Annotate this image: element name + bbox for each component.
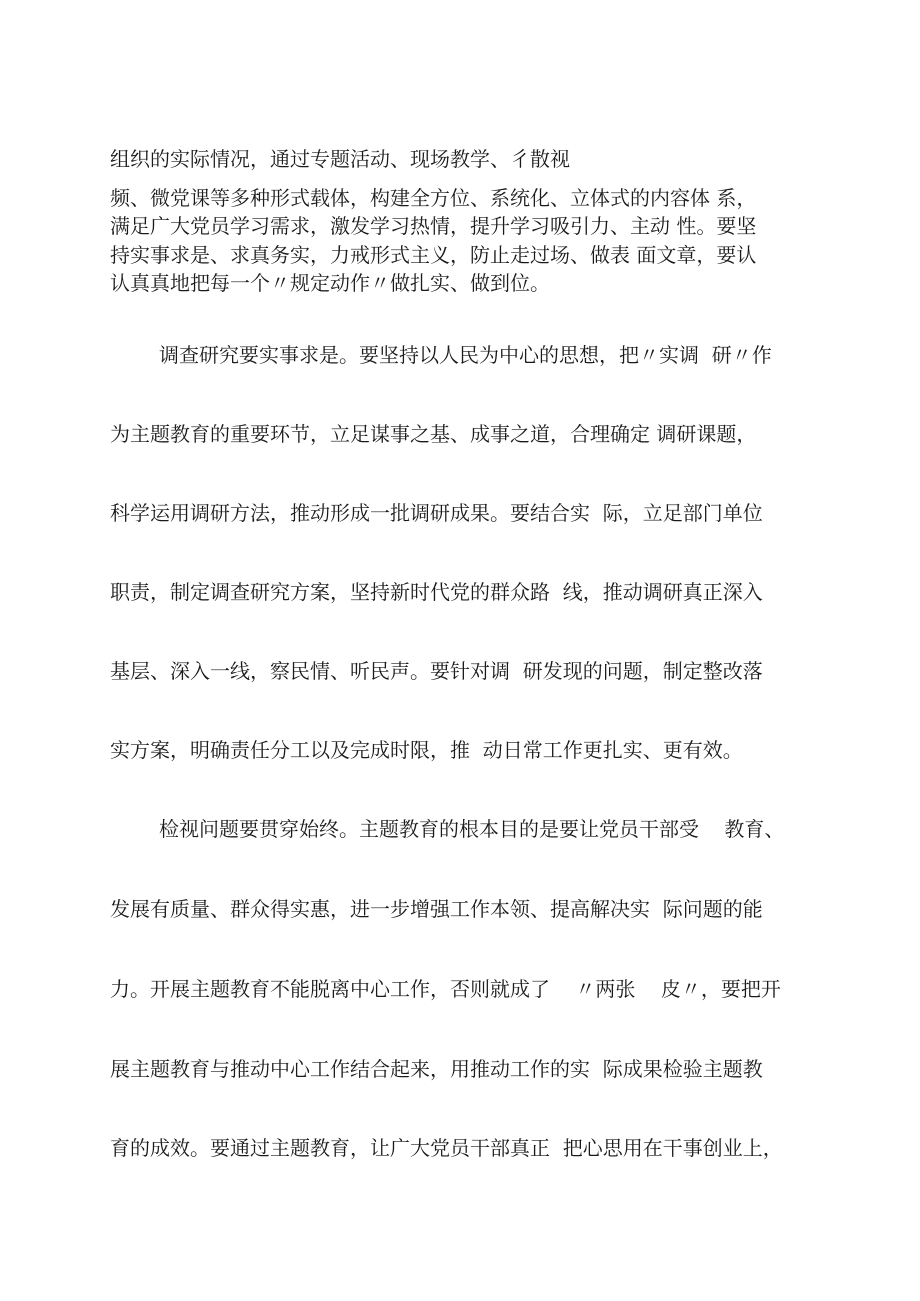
paragraph-first-line: 调查研究要实事求是。要坚持以人民为中心的思想，把〃实调 研〃作: [159, 343, 772, 367]
text-line: 实方案，明确责任分工以及完成时限，推 动日常工作更扎实、更有效。: [110, 738, 743, 762]
text-line: 为主题教育的重要环节，立足谋事之基、成事之道，合理确定 调研课题，: [110, 422, 757, 446]
text-line: 频、微党课等多种形式载体，构建全方位、系统化、立体式的内容体 系，: [110, 186, 757, 210]
text-line: 职责，制定调查研究方案，坚持新时代党的群众路 线，推动调研真正深入: [110, 580, 763, 604]
text-line: 发展有质量、群众得实惠，进一步增强工作本领、提高解决实 际问题的能: [110, 897, 763, 921]
text-line: 组织的实际情况，通过专题活动、现场教学、彳散视: [110, 147, 570, 171]
text-line: 满足广大党员学习需求，激发学习热情，提升学习吸引力、主动 性。要坚: [110, 214, 757, 238]
text-line: 持实事求是、求真务实，力戒形式主义，防止走过场、做表 面文章，要认: [110, 243, 757, 267]
text-line: 育的成效。要通过主题教育，让广大党员干部真正 把心思用在干事创业上，: [110, 1136, 783, 1160]
text-line: 科学运用调研方法，推动形成一批调研成果。要结合实 际，立足部门单位: [110, 501, 763, 525]
text-line: 认真真地把每一个〃规定动作〃做扎实、做到位。: [110, 271, 550, 295]
paragraph-first-line: 检视问题要贯穿始终。主题教育的根本目的是要让党员干部受 教育、: [159, 817, 785, 841]
text-line: 展主题教育与推动中心工作结合起来，用推动工作的实 际成果检验主题教: [110, 1057, 763, 1081]
text-line: 力。开展主题教育不能脱离中心工作，否则就成了 〃两张 皮〃，要把开: [110, 977, 781, 1001]
text-line: 基层、深入一线，察民情、听民声。要针对调 研发现的问题，制定整改落: [110, 659, 763, 683]
